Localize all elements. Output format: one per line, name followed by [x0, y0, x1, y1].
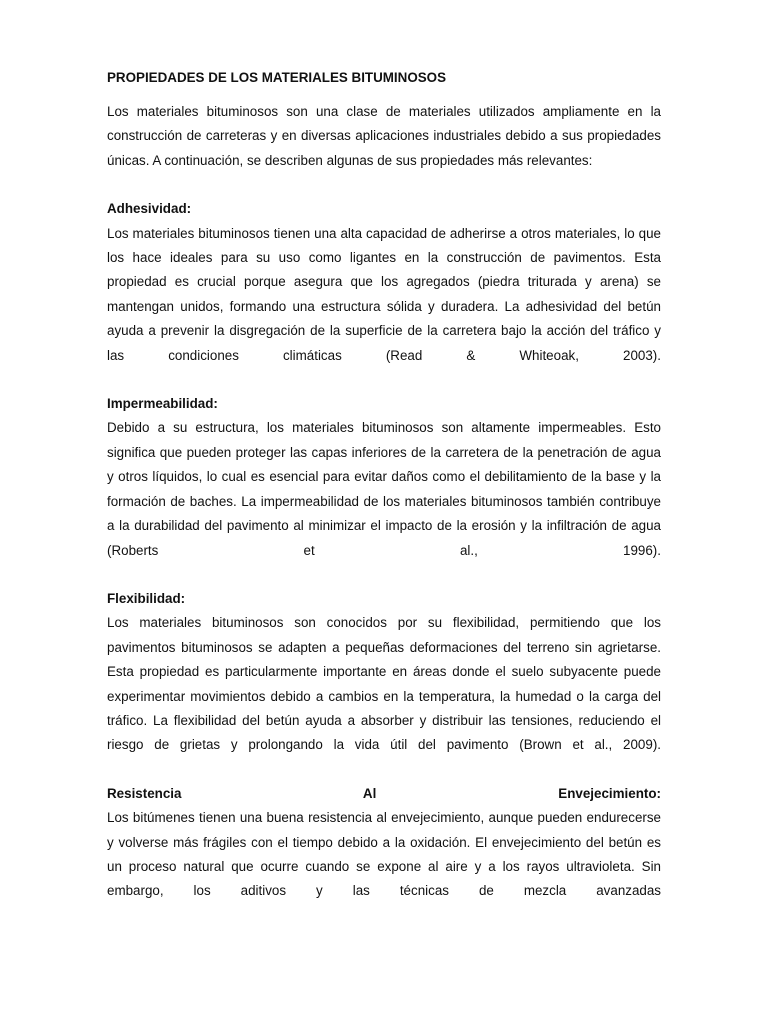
intro-paragraph: Los materiales bituminosos son una clase de materiales utilizados ampliamente en la construcción de carreteras y en diversas aplicaciones industriales debido a sus propiedades únicas. A continuación, se describen algunas de sus propiedades más relevantes: — [107, 104, 661, 168]
section-heading-resistencia: Resistencia Al Envejecimiento: — [107, 785, 661, 801]
section-body-impermeabilidad: Debido a su estructura, los materiales bituminosos son altamente impermeables. Esto significa que pueden proteger las capas inferiores de la carretera de la penetración de agua y otros líquidos, lo cual es esencial para evitar daños como el debilitamiento de la base y la formación de baches. La impermeabilidad de los materiales bituminosos también contribuye a la durabilidad del pavimento al minimizar el impacto de la erosión y la infiltración de agua (Roberts et al., 1996). — [107, 420, 661, 558]
document-page — [107, 66, 661, 904]
section-body-adhesividad: Los materiales bituminosos tienen una alta capacidad de adherirse a otros materiales, lo que los hace ideales para su uso como ligantes en la construcción de pavimentos. Esta propiedad es crucial porque asegura que los agregados (piedra triturada y arena) se mantengan unidos, formando una estructura sólida y duradera. La adhesividad del betún ayuda a prevenir la disgregación de la superficie de la carretera bajo la acción del tráfico y las condiciones climáticas (Read & Whiteoak, 2003). — [107, 225, 661, 363]
section-body-flexibilidad: Los materiales bituminosos son conocidos por su flexibilidad, permitiendo que los pavimentos bituminosos se adapten a pequeñas deformaciones del terreno sin agrietarse. Esta propiedad es particularmente importante en áreas donde el suelo subyacente puede experimentar movimientos debido a cambios en la temperatura, la humedad o la carga del tráfico. La flexibilidad del betún ayuda a absorber y distribuir las tensiones, reduciendo el riesgo de grietas y prolongando la vida útil del pavimento (Brown et al., 2009). — [107, 615, 661, 753]
section-heading-flexibilidad: Flexibilidad: — [107, 590, 186, 606]
document-title: PROPIEDADES DE LOS MATERIALES BITUMINOSOS — [107, 70, 447, 85]
section-heading-adhesividad: Adhesividad: — [107, 201, 192, 217]
section-body-resistencia: Los bitúmenes tienen una buena resistencia al envejecimiento, aunque pueden endurecerse y volverse más frágiles con el tiempo debido a la oxidación. El envejecimiento del betún es un proceso natural que ocurre cuando se expone al aire y a los rayos ultravioleta. Sin embargo, los aditivos y las técnicas de mezcla avanzadas — [107, 810, 661, 899]
section-heading-impermeabilidad: Impermeabilidad: — [107, 396, 218, 412]
